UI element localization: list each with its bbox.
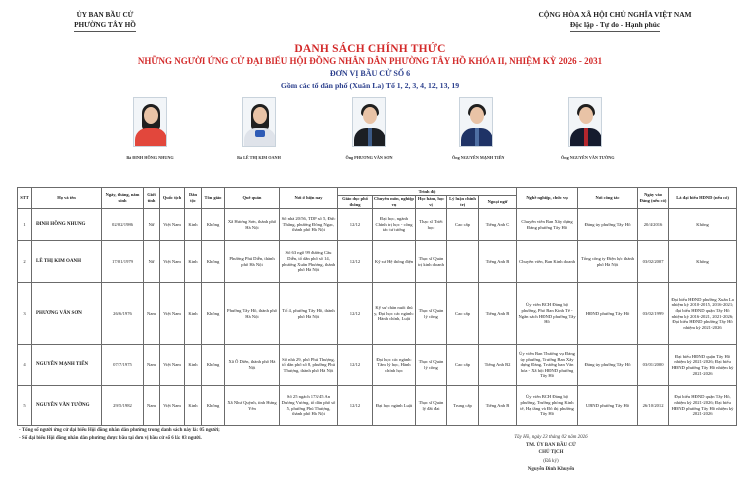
cell-occupation: Chuyên viên, Ban Kinh doanh [517, 241, 578, 283]
cell-political: Cao cấp [447, 283, 479, 345]
col-dob: Ngày, tháng, năm sinh [102, 188, 144, 209]
cell-workplace: Đảng ủy phường Tây Hồ [578, 209, 638, 241]
col-language: Ngoại ngữ [479, 196, 517, 209]
signing-org: TM. ỦY BAN BẦU CỬ [525, 442, 577, 448]
cell-specialty: Đại học, ngành Chính trị học - công tác tư tưởng [373, 209, 416, 241]
cell-occupation: Chuyên viên Ban Xây dựng Đảng phường Tây Hồ [517, 209, 578, 241]
cell-language: Tiếng Anh C [479, 209, 517, 241]
cell-degree: Thạc sĩ Triết học [416, 209, 447, 241]
cell-name: PHƯƠNG VĂN SƠN [32, 283, 102, 345]
cell-language: Tiếng Anh B [479, 283, 517, 345]
motto-line2: Độc lập - Tự do - Hạnh phúc [570, 20, 660, 32]
signature-block [496, 434, 606, 474]
col-party-date: Ngày vào Đảng (nếu có) [638, 188, 669, 209]
cell-stt: 1 [18, 209, 32, 241]
col-specialty: Chuyên môn, nghiệp vụ [374, 196, 414, 207]
col-religion: Tôn giáo [202, 188, 225, 209]
cell-hometown: Xã Ô Diên, thành phố Hà Nội [225, 345, 280, 386]
col-residence: Nơi ở hiện nay [280, 188, 338, 209]
footnote-seats: - Số đại biểu Hội đồng nhân dân phường được bầu tại đơn vị bầu cử số 6 là: 03 người. [19, 436, 202, 441]
table-row [18, 241, 737, 283]
cell-gender: Nữ [144, 241, 160, 283]
cell-delegate: Đại biểu HĐND quận Tây Hồ nhiệm kỳ 2021-2026; Đại biểu HĐND phường Tây Hồ nhiệm kỳ 2021-2026 [669, 345, 737, 386]
portrait-icon [242, 97, 276, 147]
cell-political: Cao cấp [447, 345, 479, 386]
cell-party-date: 26/10/2012 [638, 386, 669, 426]
cell-residence: Số 25 ngách 173/45 An Dương Vương, tổ dân phố số 5, phường Phú Thượng, thành phố Hà Nội [280, 386, 338, 426]
cell-nationality: Việt Nam [160, 386, 185, 426]
cell-degree: Thạc sĩ Quản trị kinh doanh [416, 241, 447, 283]
photo-caption: Bà LÊ THỊ KIM OANH [237, 155, 281, 160]
cell-party-date: 03/01/2000 [638, 345, 669, 386]
portrait-icon [568, 97, 602, 147]
portrait-icon [352, 97, 386, 147]
cell-hometown: Phường Phú Diễn, thành phố Hà Nội [225, 241, 280, 283]
col-hometown: Quê quán [225, 188, 280, 209]
table-header-row [18, 188, 737, 196]
photo-caption: Ông PHƯƠNG VĂN SƠN [345, 155, 393, 160]
cell-party-date: 03/02/2007 [638, 241, 669, 283]
candidate-table [17, 187, 737, 426]
photo-caption: Ông NGUYỄN VĂN TƯỜNG [561, 155, 615, 160]
cell-party-date: 20/4/2016 [638, 209, 669, 241]
col-workplace: Nơi công tác [578, 188, 638, 209]
candidate-photo-1 [126, 97, 174, 160]
cell-specialty: Kỹ sư chăn nuôi thú y, Đại học các ngành: Hành chính, Luật [373, 283, 416, 345]
cell-political: Trung cấp [447, 386, 479, 426]
table-row [18, 283, 737, 345]
cell-religion: Không [202, 345, 225, 386]
col-gender: Giới tính [144, 188, 160, 209]
cell-religion: Không [202, 386, 225, 426]
cell-ethnicity: Kinh [185, 209, 202, 241]
cell-nationality: Việt Nam [160, 209, 185, 241]
cell-nationality: Việt Nam [160, 345, 185, 386]
cell-party-date: 03/02/1999 [638, 283, 669, 345]
cell-ethnicity: Kinh [185, 241, 202, 283]
col-nationality: Quốc tịch [160, 188, 185, 209]
cell-general-edu: 12/12 [338, 209, 373, 241]
photo-caption: Bà ĐINH HỒNG NHUNG [126, 155, 174, 160]
cell-residence: Số nhà 29, phố Phú Thượng, tổ dân phố số 8, phường Phú Thượng, thành phố Hà Nội [280, 345, 338, 386]
cell-occupation: Ủy viên BCH Đảng bộ phường, Phó Ban Kinh Tế - Ngân sách HĐND phường Tây Hồ [517, 283, 578, 345]
cell-dob: 02/02/1986 [102, 209, 144, 241]
document-subtitle: NHỮNG NGƯỜI ỨNG CỬ ĐẠI BIỂU HỘI ĐỒNG NHÂN DÂN PHƯỜNG TÂY HỒ KHÓA II, NHIỆM KỲ 2026 - 2031 [137, 56, 603, 66]
candidate-photos [0, 97, 740, 177]
cell-name: LÊ THỊ KIM OANH [32, 241, 102, 283]
col-degree: Học hàm, học vị [416, 196, 447, 209]
table-row [18, 386, 737, 426]
cell-workplace: Đảng ủy phường Tây Hồ [578, 345, 638, 386]
cell-delegate: Không [669, 241, 737, 283]
cell-hometown: Phường Tây Hồ, thành phố Hà Nội [225, 283, 280, 345]
cell-workplace: HĐND phường Tây Hồ [578, 283, 638, 345]
electoral-scope: Gồm các tổ dân phố (Xuân La) Tổ 1, 2, 3, 4, 12, 13, 19 [280, 81, 460, 90]
col-group-education: Trình độ [338, 188, 517, 196]
footnote-total: - Tổng số người ứng cử đại biểu Hội đồng nhân dân phường trong danh sách này là: 05 người; [19, 428, 220, 433]
national-motto [500, 10, 730, 32]
col-ethnicity: Dân tộc [185, 188, 202, 209]
portrait-icon [133, 97, 167, 147]
cell-nationality: Việt Nam [160, 283, 185, 345]
cell-general-edu: 12/12 [338, 241, 373, 283]
cell-name: NGUYỄN VĂN TƯỜNG [32, 386, 102, 426]
place-date: Tây Hồ, ngày 23 tháng 02 năm 2026 [514, 435, 588, 440]
cell-delegate: Không [669, 209, 737, 241]
cell-specialty: Đại học ngành Luật [373, 386, 416, 426]
cell-political: Cao cấp [447, 209, 479, 241]
cell-hometown: Xã Như Quỳnh, tỉnh Hưng Yên [225, 386, 280, 426]
cell-nationality: Việt Nam [160, 241, 185, 283]
cell-name: ĐINH HỒNG NHUNG [32, 209, 102, 241]
cell-workplace: UBND phường Tây Hồ [578, 386, 638, 426]
cell-general-edu: 12/12 [338, 386, 373, 426]
col-occupation: Nghề nghiệp, chức vụ [517, 188, 578, 209]
col-general-edu: Giáo dục phổ thông [338, 196, 373, 209]
portrait-icon [459, 97, 493, 147]
electoral-unit: ĐƠN VỊ BẦU CỬ SỐ 6 [329, 69, 411, 78]
cell-hometown: Xã Hương Sơn, thành phố Hà Nội [225, 209, 280, 241]
cell-dob: 17/01/1979 [102, 241, 144, 283]
cell-stt: 2 [18, 241, 32, 283]
signer-name: Nguyễn Đình Khuyến [527, 467, 575, 472]
cell-gender: Nam [144, 345, 160, 386]
photo-caption: Ông NGUYỄN MẠNH TIẾN [452, 155, 505, 160]
document-title: DANH SÁCH CHÍNH THỨC [294, 43, 446, 55]
cell-gender: Nam [144, 283, 160, 345]
cell-degree: Thạc sĩ Quản lý đất đai [416, 386, 447, 426]
cell-dob: 07/7/1975 [102, 345, 144, 386]
cell-religion: Không [202, 241, 225, 283]
cell-stt: 5 [18, 386, 32, 426]
cell-degree: Thạc sĩ Quản lý công [416, 283, 447, 345]
cell-stt: 4 [18, 345, 32, 386]
signed-mark: (Đã ký) [543, 458, 559, 464]
table-row [18, 345, 737, 386]
cell-gender: Nam [144, 386, 160, 426]
cell-ethnicity: Kinh [185, 386, 202, 426]
table-row [18, 209, 737, 241]
cell-name: NGUYỄN MẠNH TIẾN [32, 345, 102, 386]
authority-line1: ỦY BAN BẦU CỬ [76, 11, 134, 19]
cell-delegate: Đại biểu HĐND quận Tây Hồ, nhiệm kỳ 2021-2026; Đại biểu HĐND phường Tây Hồ nhiệm kỳ 2021-2026 [669, 386, 737, 426]
cell-ethnicity: Kinh [185, 345, 202, 386]
cell-occupation: Ủy viên BCH Đảng bộ phường, Trưởng phòng Kinh tế, Hạ tầng và Đô thị phường Tây Hồ [517, 386, 578, 426]
cell-residence: Số 63 ngõ 99 đường Cầu Diễn, tổ dân phố số 14, phường Xuân Phương, thành phố Hà Nội [280, 241, 338, 283]
cell-stt: 3 [18, 283, 32, 345]
cell-dob: 29/5/1982 [102, 386, 144, 426]
candidate-photo-2 [235, 97, 283, 160]
cell-political [447, 241, 479, 283]
cell-degree: Thạc sĩ Quản lý công [416, 345, 447, 386]
issuing-authority [30, 10, 180, 32]
cell-religion: Không [202, 283, 225, 345]
col-name: Họ và tên [32, 188, 102, 209]
motto-line1: CỘNG HÒA XÃ HỘI CHỦ NGHĨA VIỆT NAM [538, 10, 692, 19]
cell-religion: Không [202, 209, 225, 241]
cell-delegate: Đại biểu HĐND phường Xuân La nhiệm kỳ 2010-2015, 2016-2021; đại biểu HĐND quận Tây Hồ nhiệm kỳ 2016-2021, 2021-2026; Đại biểu HĐND phường Tây Hồ nhiệm kỳ 2021-2026 [669, 283, 737, 345]
authority-line2: PHƯỜNG TÂY HỒ [74, 20, 136, 32]
cell-workplace: Tổng công ty Điện lực thành phố Hà Nội [578, 241, 638, 283]
cell-general-edu: 12/12 [338, 345, 373, 386]
col-stt: STT [18, 188, 32, 209]
candidate-photo-4 [452, 97, 505, 160]
cell-language: Tiếng Anh B [479, 386, 517, 426]
cell-gender: Nữ [144, 209, 160, 241]
cell-specialty: Đại học các ngành: Tâm lý học, Hành chính học [373, 345, 416, 386]
signing-role: CHỦ TỊCH [538, 450, 564, 455]
cell-dob: 26/6/1976 [102, 283, 144, 345]
col-political: Lý luận chính trị [447, 196, 479, 209]
cell-residence: Số nhà 20/56, TDP số 5, Đức Thắng, phường Đông Ngạc, thành phố Hà Nội [280, 209, 338, 241]
cell-general-edu: 12/12 [338, 283, 373, 345]
cell-occupation: Ủy viên Ban Thường vụ Đảng ủy phường, Trưởng Ban Xây dựng Đảng, Trưởng ban Văn hóa - Xã hội HĐND phường Tây Hồ [517, 345, 578, 386]
cell-specialty: Kỹ sư Hệ thống điện [373, 241, 416, 283]
col-delegate: Là đại biểu HDND (nếu có) [669, 188, 737, 209]
cell-ethnicity: Kinh [185, 283, 202, 345]
candidate-photo-3 [345, 97, 393, 160]
candidate-photo-5 [561, 97, 615, 160]
cell-language: Tiếng Anh B [479, 241, 517, 283]
cell-residence: Tổ 4, phường Tây Hồ, thành phố Hà Nội [280, 283, 338, 345]
footnotes [19, 427, 220, 443]
cell-language: Tiếng Anh B2 [479, 345, 517, 386]
